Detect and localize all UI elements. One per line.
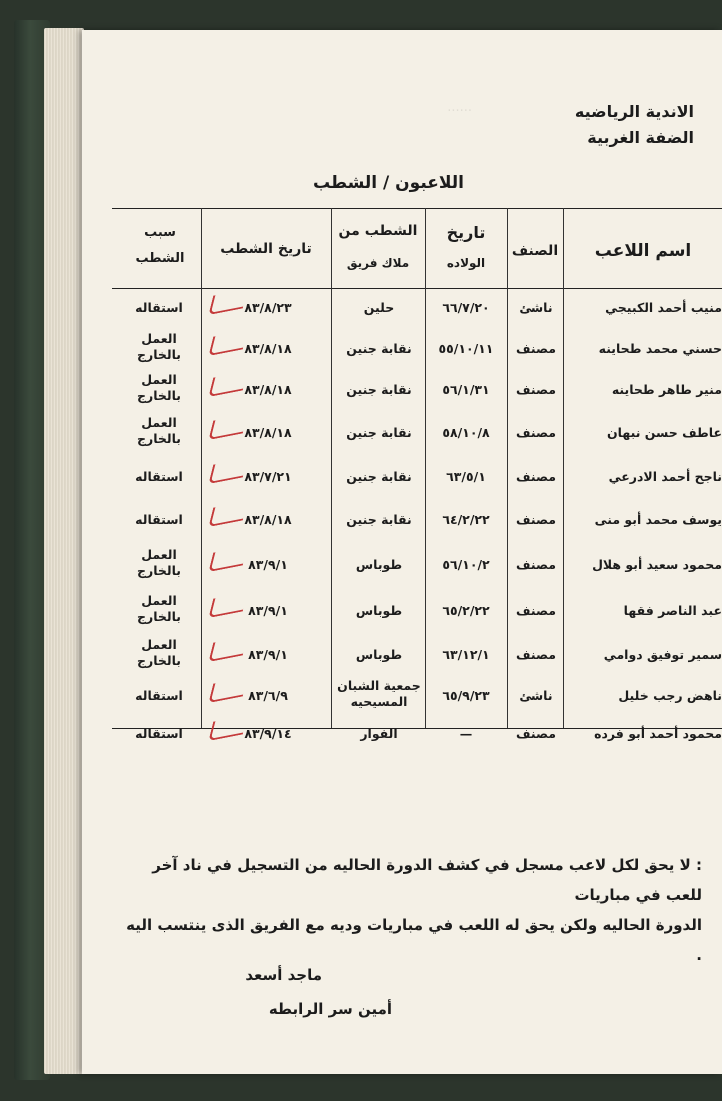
column-divider [507,208,508,728]
footnote [122,850,702,970]
player-dob: ٥٦/١/٣١ [442,382,490,397]
page-edges [44,28,84,1074]
player-name: ناهض رجب خليل [618,688,722,703]
player-name: محمود سعيد أبو هلال [592,557,722,572]
deregistration-date: ٨٣/٦/٩ [248,688,288,703]
player-dob: ٦٣/١٢/١ [442,647,490,662]
deregistration-reason: استقاله [135,726,183,741]
deregistration-reason: العمل [141,415,177,430]
footnote-line-1: : لا يحق لكل لاعب مسجل في كشف الدورة الحاليه من التسجيل في ناد آخر للعب في مباريات [152,856,702,904]
deregistration-reason: العمل [141,372,177,387]
deregistration-date: ٨٣/٩/١ [248,603,288,618]
header-reason-1: سبب [144,225,176,240]
player-name: حسني محمد طحاينه [598,341,722,356]
player-dob: ٥٥/١٠/١١ [438,341,494,356]
header-dob-2: الولاده [446,256,486,270]
previous-club: طوباس [355,603,403,618]
deregistration-date: ٨٣/٩/١ [248,557,288,572]
table-top-rule [112,208,722,209]
deregistration-date: ٨٣/٨/١٨ [244,512,292,527]
deregistration-reason: استقاله [135,469,183,484]
org-line-1: الاندية الرياضيه [574,102,694,121]
deregistration-reason: العمل [141,331,177,346]
deregistration-date: ٨٣/٨/١٨ [244,425,292,440]
deregistration-date: ٨٣/٩/١٤ [244,726,292,741]
previous-club: الفوار [360,726,398,741]
player-category: مصنف [515,341,557,356]
previous-club: حلين [363,300,395,315]
deregistration-date: ٨٣/٨/٢٣ [244,300,292,315]
page-heading: اللاعبون / الشطب [313,173,464,193]
previous-club: نقابة جنين [346,341,412,356]
player-category: مصنف [515,647,557,662]
player-category: مصنف [515,512,557,527]
previous-club: نقابة جنين [346,425,412,440]
deregistration-date: ٨٣/٧/٢١ [244,469,292,484]
previous-club: طوباس [355,647,403,662]
column-divider [201,208,202,728]
deregistration-date: ٨٣/٨/١٨ [244,382,292,397]
header-category: الصنف [511,243,559,259]
player-dob: ٦٣/٥/١ [446,469,486,484]
column-divider [563,208,564,728]
player-category: مصنف [515,425,557,440]
bleed-through-text: ...... [447,100,472,115]
document-page [82,30,722,1074]
player-dob: ٥٨/١٠/٨ [442,425,490,440]
player-dob: ٥٦/١٠/٢ [442,557,490,572]
column-divider [425,208,426,728]
player-dob: ٦٥/٩/٢٣ [442,688,490,703]
player-category: مصنف [515,603,557,618]
deregistration-date: ٨٣/٩/١ [248,647,288,662]
deregistration-reason: العمل [141,547,177,562]
previous-club-line-2: المسيحيه [350,694,408,709]
player-name: عاطف حسن نبهان [607,425,722,440]
deregistration-reason: استقاله [135,512,183,527]
player-name: سمير توفيق دوامي [603,647,722,662]
player-dob: ٦٦/٧/٢٠ [442,300,490,315]
header-name: اسم اللاعب [594,241,692,261]
header-dob-1: تاريخ [446,223,486,242]
deregistration-reason-line-2: بالخارج [137,653,181,668]
deregistration-reason-line-2: بالخارج [137,431,181,446]
header-reason-2: الشطب [135,251,185,266]
signature-title: أمين سر الرابطه [268,1000,392,1018]
header-club-1: الشطب من [338,223,418,239]
player-dob: ٦٤/٢/٢٢ [442,512,490,527]
deregistration-reason-line-2: بالخارج [137,388,181,403]
previous-club: جمعية الشبان [337,678,421,693]
player-category: مصنف [515,469,557,484]
player-category: مصنف [515,726,557,741]
table-header-rule [112,288,722,289]
previous-club: نقابة جنين [346,469,412,484]
footnote-line-2: الدورة الحاليه ولكن يحق له اللعب في مباريات وديه مع الفريق الذى ينتسب اليه . [126,916,702,964]
player-category: مصنف [515,557,557,572]
deregistration-reason: العمل [141,593,177,608]
header-date: تاريخ الشطب [220,241,312,257]
deregistration-reason-line-2: بالخارج [137,563,181,578]
player-dob: — [459,726,473,741]
previous-club: نقابة جنين [346,382,412,397]
previous-club: نقابة جنين [346,512,412,527]
deregistration-reason-line-2: بالخارج [137,347,181,362]
column-divider [331,208,332,728]
player-dob: ٦٥/٢/٢٢ [442,603,490,618]
deregistration-date: ٨٣/٨/١٨ [244,341,292,356]
deregistration-reason: استقاله [135,688,183,703]
deregistration-reason: العمل [141,637,177,652]
signature-name: ماجد أسعد [245,966,322,984]
player-name: منير طاهر طحاينه [611,382,722,397]
player-name: منيب أحمد الكبيجي [605,300,722,315]
org-line-2: الضفة الغربية [587,128,694,147]
player-category: ناشئ [519,300,553,315]
player-name: محمود أحمد أبو فرده [594,726,722,741]
deregistration-reason: استقاله [135,300,183,315]
player-category: ناشئ [519,688,553,703]
player-name: عبد الناصر فقها [623,603,722,618]
header-club-2: ملاك فريق [346,256,410,270]
player-name: يوسف محمد أبو منى [594,512,722,527]
previous-club: طوباس [355,557,403,572]
player-category: مصنف [515,382,557,397]
player-name: ناجح أحمد الادرعي [608,469,722,484]
deregistration-reason-line-2: بالخارج [137,609,181,624]
